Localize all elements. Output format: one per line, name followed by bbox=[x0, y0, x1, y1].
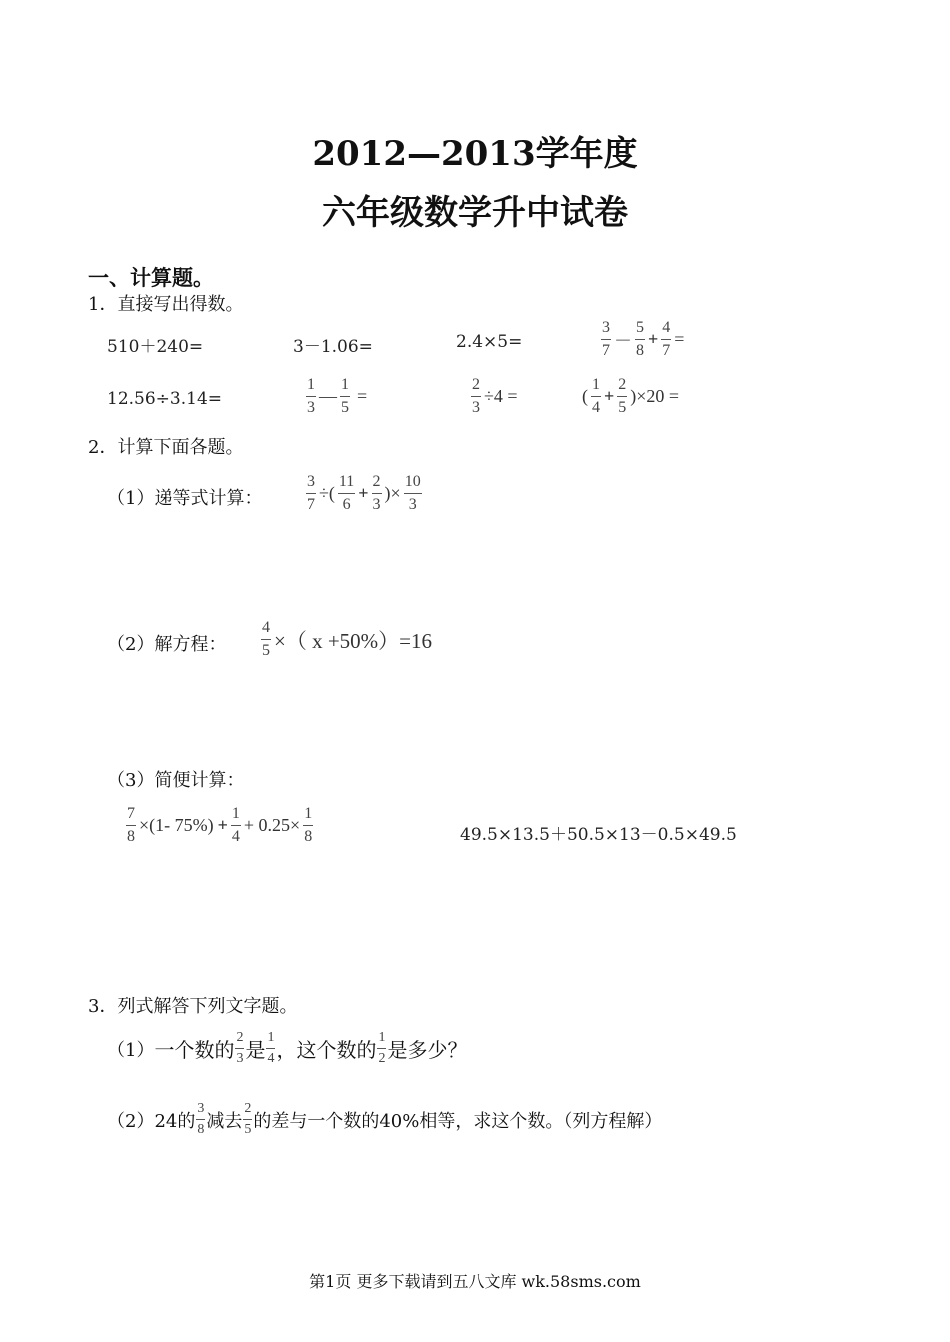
question-1-label: 1．直接写出得数。 bbox=[88, 294, 244, 315]
q2-part-3-expression-b: 49.5×13.5＋50.5×13－0.5×49.5 bbox=[460, 825, 737, 845]
q1-expr-3: 2.4×5= bbox=[456, 332, 523, 352]
q3-part-2: （2） 24的 $\frac{3}{8}$ 减去 $\frac{2}{5}$ 的差与一个数的40%相等，求这个数。（列方程解） bbox=[107, 1101, 663, 1137]
q1-expr-1: 510＋240= bbox=[107, 337, 204, 357]
q2-part-1-expression: $\frac{3}{7}$ ÷( $\frac{11}{6}$ + $\frac{2}{3}$ )× $\frac{10}{3}$ bbox=[307, 473, 421, 513]
q3-part-1: （1） 一个数的 $\frac{2}{3}$ 是 $\frac{1}{4}$ ，这个数的 $\frac{1}{2}$ 是多少？ bbox=[107, 1030, 468, 1066]
q1-expr-5: 12.56÷3.14= bbox=[107, 389, 223, 409]
question-3-label: 3．列式解答下列文字题。 bbox=[88, 996, 298, 1017]
q1-expr-2: 3－1.06= bbox=[293, 337, 373, 357]
q2-part-1-label: （1）递等式计算： bbox=[107, 488, 263, 509]
title-line-2: 六年级数学升中试卷 bbox=[322, 193, 628, 233]
q2-part-2-label: （2）解方程： bbox=[107, 634, 227, 655]
question-2-label: 2．计算下面各题。 bbox=[88, 437, 244, 458]
q2-part-3-label: （3）简便计算： bbox=[107, 770, 245, 791]
q2-part-2-equation: $\frac{4}{5}$ ×（ x +50%）=16 bbox=[262, 619, 433, 659]
section-heading: 一、计算题。 bbox=[88, 266, 214, 290]
q2-part-3-expression-a: $\frac{7}{8}$ ×(1‐ 75%) + $\frac{1}{4}$ + 0.25× $\frac{1}{8}$ bbox=[127, 805, 313, 845]
q1-expr-7: $\frac{2}{3}$ ÷4 = bbox=[472, 376, 518, 416]
q1-expr-8: ( $\frac{1}{4}$ + $\frac{2}{5}$ )×20 = bbox=[582, 376, 680, 416]
title-line-1: 2012—2013学年度 bbox=[312, 134, 638, 174]
page-footer: 第1页 更多下载请到五八文库 wk.58sms.com bbox=[309, 1272, 641, 1291]
q1-expr-6: $\frac{1}{3}$ — $\frac{1}{5}$ = bbox=[307, 376, 368, 416]
q1-expr-4: $\frac{3}{7}$ － $\frac{5}{8}$ + $\frac{4}{7}$ = bbox=[602, 319, 685, 359]
